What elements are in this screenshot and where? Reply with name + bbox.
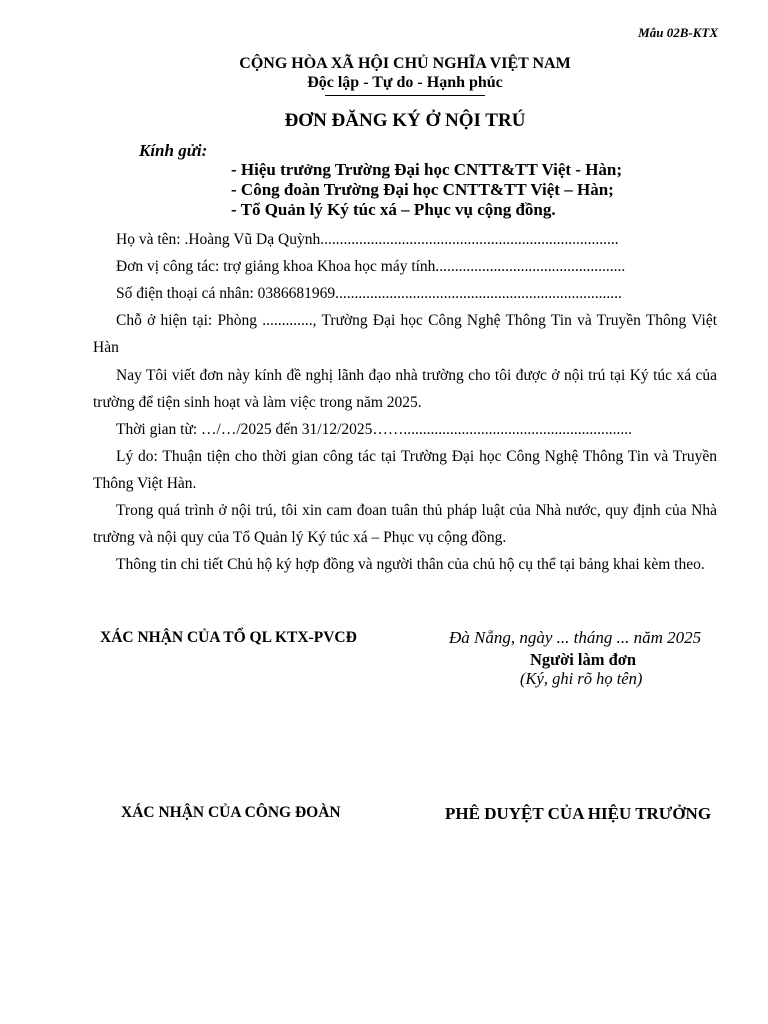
attachment-note: Thông tin chi tiết Chủ hộ ký hợp đồng và người thân của chủ hộ cụ thể tại bảng khai kèm theo. [116, 556, 705, 573]
dormitory-confirmation-title: XÁC NHẬN CỦA TỔ QL KTX-PVCĐ [100, 629, 357, 646]
motto-underline [325, 95, 485, 96]
form-code: Mẫu 02B-KTX [638, 25, 718, 40]
applicant-sign-note: (Ký, ghi rõ họ tên) [520, 669, 643, 688]
phone-field: Số điện thoại cá nhân: 0386681969.......................................................................... [116, 285, 622, 302]
work-unit-field: Đơn vị công tác: trợ giảng khoa Khoa học máy tính................................................. [116, 258, 626, 275]
recipient-principal: - Hiệu trưởng Trường Đại học CNTT&TT Việt - Hàn; [231, 160, 623, 179]
recipient-dormitory: - Tổ Quản lý Ký túc xá – Phục vụ cộng đồng. [231, 200, 556, 219]
commitment-paragraph: Trong quá trình ở nội trú, tôi xin cam đoan tuân thủ pháp luật của Nhà nước, quy định của Nhà trường và nội quy của Tổ Quản lý Ký túc xá – Phục vụ cộng đồng. [93, 502, 717, 546]
addressee-label: Kính gửi: [139, 141, 208, 160]
full-name-field: Họ và tên: .Hoàng Vũ Dạ Quỳnh............................................................................. [116, 231, 619, 248]
period-field: Thời gian từ: …/…/2025 đến 31/12/2025……........................................................... [116, 421, 633, 438]
union-confirmation-title: XÁC NHẬN CỦA CÔNG ĐOÀN [121, 804, 341, 821]
motto: Độc lập - Tự do - Hạnh phúc [307, 74, 503, 91]
request-paragraph: Nay Tôi viết đơn này kính đề nghị lãnh đạo nhà trường cho tôi được ở nội trú tại Ký túc xá của trường để tiện sinh hoạt và làm việc trong năm 2025. [93, 367, 717, 411]
recipient-union: - Công đoàn Trường Đại học CNTT&TT Việt – Hàn; [231, 180, 614, 199]
reason-paragraph: Lý do: Thuận tiện cho thời gian công tác tại Trường Đại học Công Nghệ Thông Tin và Truyền Thông Việt Hàn. [93, 448, 717, 492]
national-title: CỘNG HÒA XÃ HỘI CHỦ NGHĨA VIỆT NAM [239, 55, 571, 72]
applicant-label: Người làm đơn [530, 650, 637, 669]
form-title: ĐƠN ĐĂNG KÝ Ở NỘI TRÚ [284, 110, 526, 131]
date-place-line: Đà Nẵng, ngày ... tháng ... năm 2025 [449, 628, 702, 647]
principal-approval-title: PHÊ DUYỆT CỦA HIỆU TRƯỞNG [445, 804, 712, 823]
residence-field: Chỗ ở hiện tại: Phòng ............., Trường Đại học Công Nghệ Thông Tin và Truyền Thông Việt Hàn [93, 312, 717, 356]
